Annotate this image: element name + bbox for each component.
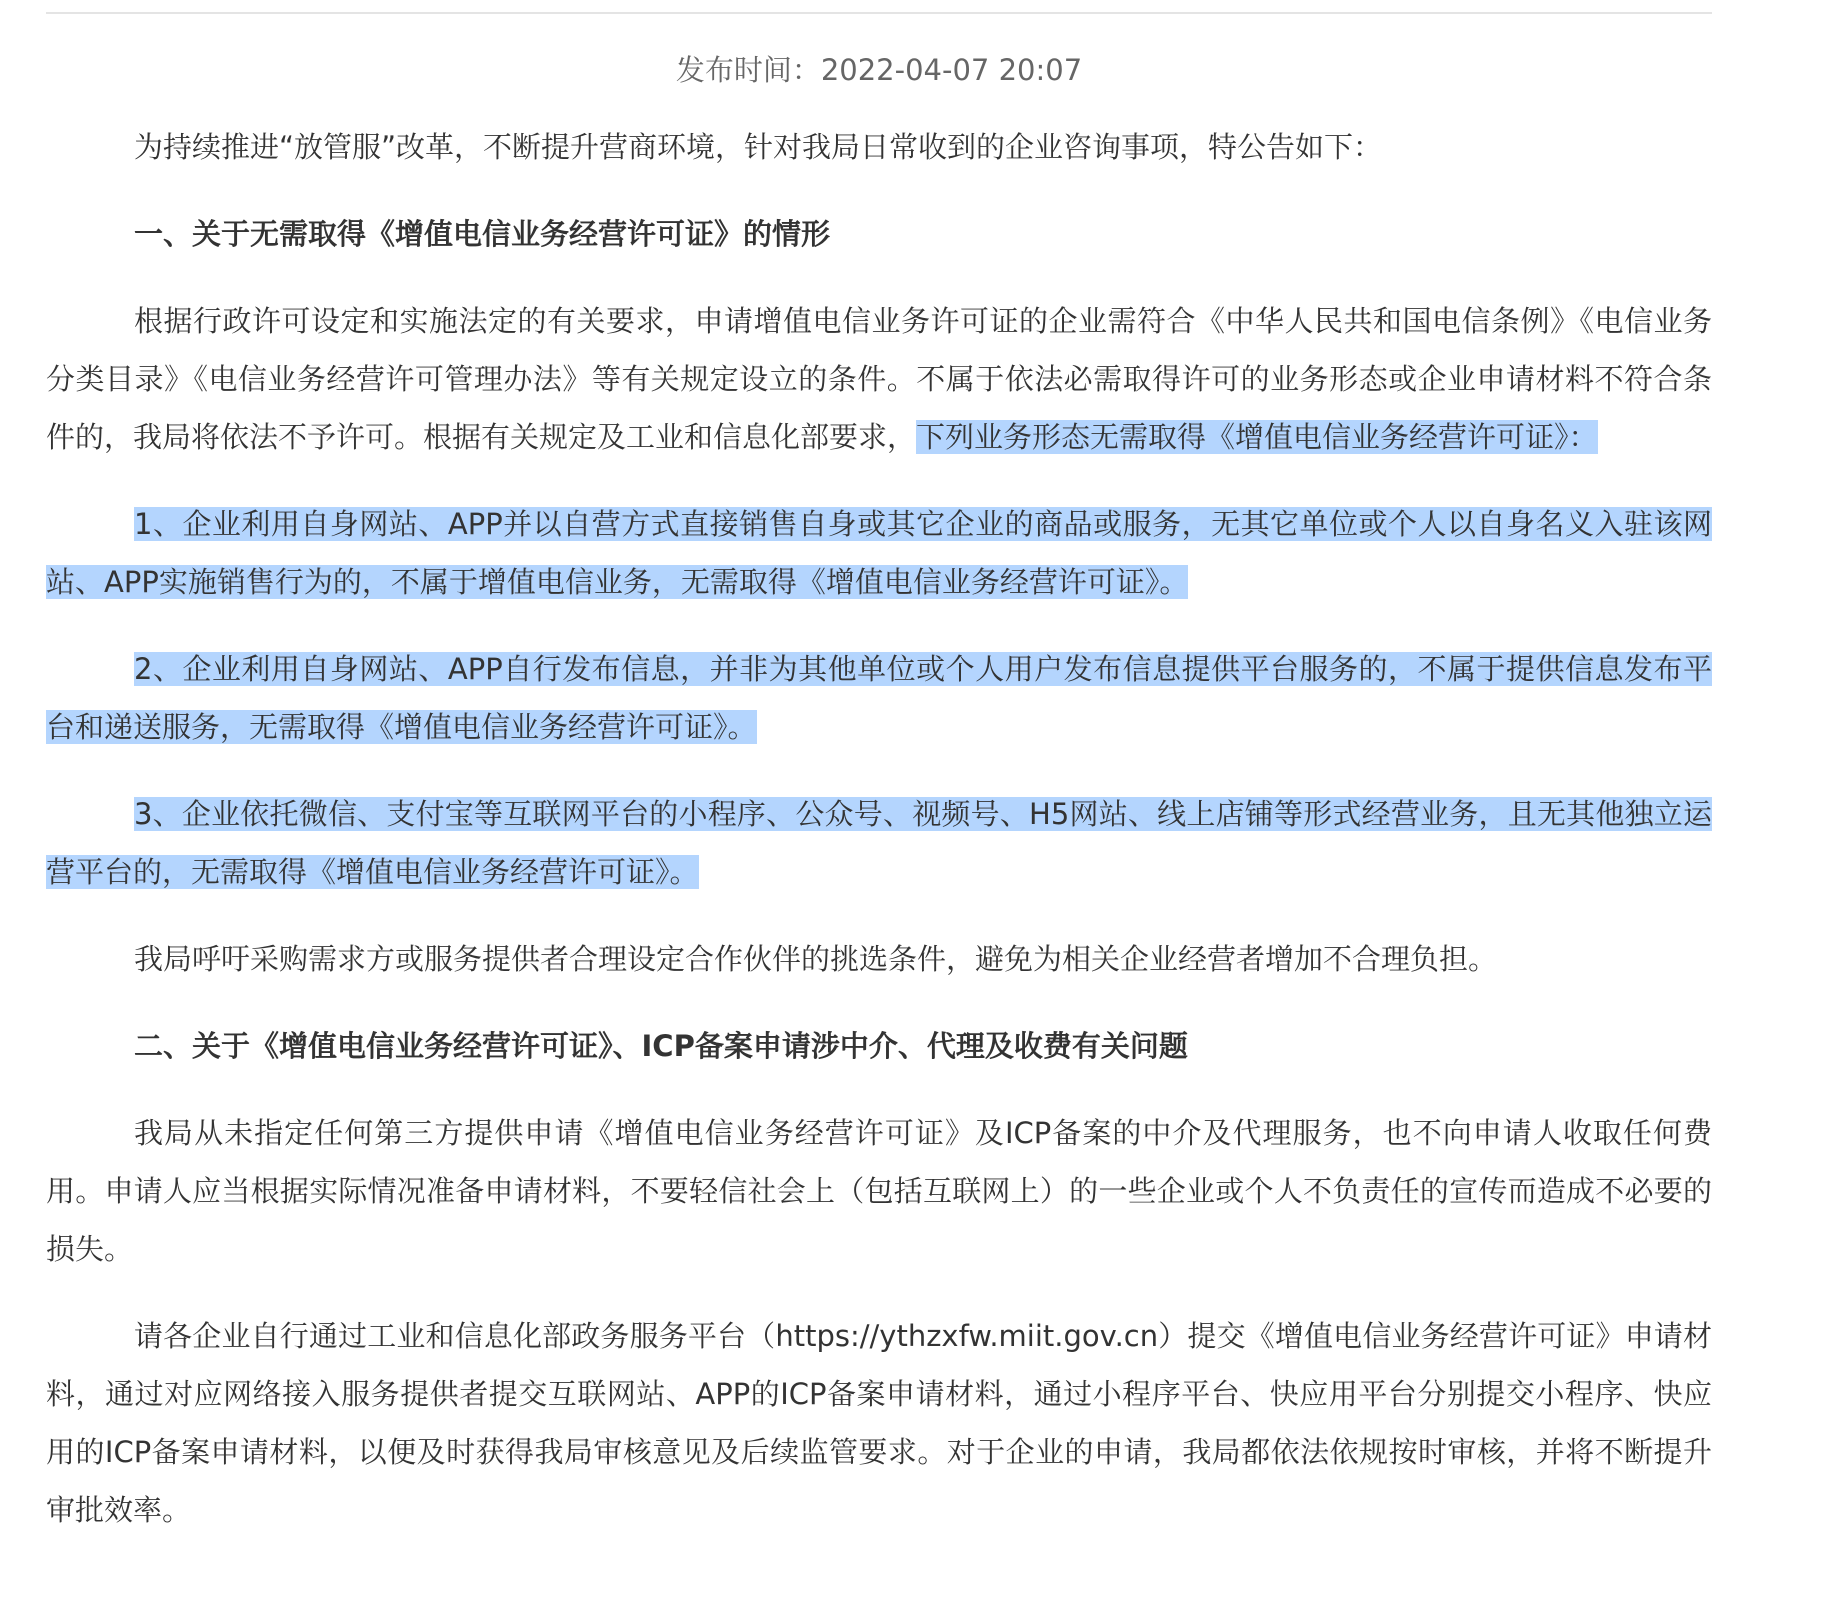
publish-time: 发布时间：2022-04-07 20:07: [675, 53, 1083, 87]
selected-text: 2、企业利用自身网站、APP自行发布信息，并非为其他单位或个人用户发布信息提供平台服务的，不属于提供信息发布平台和递送服务，无需取得《增值电信业务经营许可证》。: [46, 652, 1712, 744]
list-item-2: [46, 640, 1712, 756]
top-divider: [46, 12, 1712, 14]
section-1-paragraph-text: 根据行政许可设定和实施法定的有关要求，申请增值电信业务许可证的企业需符合《中华人民共和国电信条例》《电信业务分类目录》《电信业务经营许可管理办法》等有关规定设立的条件。不属于依法必需取得许可的业务形态或企业申请材料不符合条件的，我局将依法不予许可。根据有关规定及工业和信息化部要求，: [46, 304, 1712, 454]
section-1-closing: 我局呼吁采购需求方或服务提供者合理设定合作伙伴的挑选条件，避免为相关企业经营者增加不合理负担。: [134, 942, 1498, 976]
intro-paragraph: 为持续推进“放管服”改革，不断提升营商环境，针对我局日常收到的企业咨询事项，特公告如下：: [134, 130, 1383, 164]
section-1-heading: 一、关于无需取得《增值电信业务经营许可证》的情形: [134, 217, 831, 251]
section-2-heading: 二、关于《增值电信业务经营许可证》、ICP备案申请涉中介、代理及收费有关问题: [134, 1029, 1188, 1063]
section-2-paragraph-1: 我局从未指定任何第三方提供申请《增值电信业务经营许可证》及ICP备案的中介及代理服务，也不向申请人收取任何费用。申请人应当根据实际情况准备申请材料，不要轻信社会上（包括互联网上）的一些企业或个人不负责任的宣传而造成不必要的损失。: [46, 1116, 1712, 1266]
article-body: [46, 40, 1712, 1568]
list-item-1: [46, 495, 1712, 611]
selected-text: 下列业务形态无需取得《增值电信业务经营许可证》：: [916, 420, 1598, 454]
selected-text: 1、企业利用自身网站、APP并以自营方式直接销售自身或其它企业的商品或服务，无其它单位或个人以自身名义入驻该网站、APP实施销售行为的，不属于增值电信业务，无需取得《增值电信业务经营许可证》。: [46, 507, 1712, 599]
selected-text: 3、企业依托微信、支付宝等互联网平台的小程序、公众号、视频号、H5网站、线上店铺等形式经营业务，且无其他独立运营平台的，无需取得《增值电信业务经营许可证》。: [46, 797, 1712, 889]
section-2-paragraph-2: 请各企业自行通过工业和信息化部政务服务平台（https://ythzxfw.miit.gov.cn）提交《增值电信业务经营许可证》申请材料，通过对应网络接入服务提供者提交互联网站、APP的ICP备案申请材料，通过小程序平台、快应用平台分别提交小程序、快应用的ICP备案申请材料，以便及时获得我局审核意见及后续监管要求。对于企业的申请，我局都依法依规按时审核，并将不断提升审批效率。: [46, 1319, 1712, 1527]
list-item-3: [46, 785, 1712, 901]
section-1-paragraph: [46, 292, 1712, 466]
